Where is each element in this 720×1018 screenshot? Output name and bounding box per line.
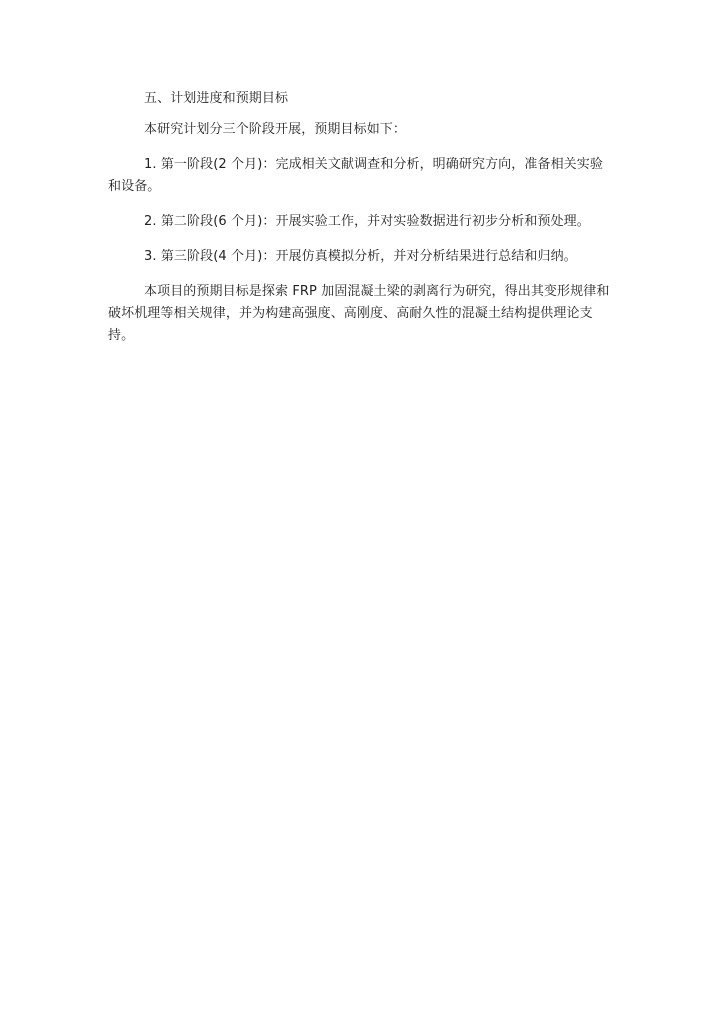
intro-paragraph: 本研究计划分三个阶段开展，预期目标如下： (144, 122, 407, 137)
stage-2-paragraph: 2. 第二阶段(6 个月)：开展实验工作，并对实验数据进行初步分析和预处理。 (144, 214, 590, 229)
stage-3-paragraph: 3. 第三阶段(4 个月)：开展仿真模拟分析，并对分析结果进行总结和归纳。 (144, 249, 577, 264)
document-body (108, 88, 612, 347)
stage-1-paragraph: 1. 第一阶段(2 个月)：完成相关文献调查和分析，明确研究方向，准备相关实验和设备。 (108, 157, 603, 194)
goal-paragraph: 本项目的预期目标是探索 FRP 加固混凝土梁的剥离行为研究，得出其变形规律和破坏机理等相关规律，并为构建高强度、高刚度、高耐久性的混凝土结构提供理论支持。 (108, 284, 610, 343)
section-heading: 五、计划进度和预期目标 (144, 91, 289, 106)
